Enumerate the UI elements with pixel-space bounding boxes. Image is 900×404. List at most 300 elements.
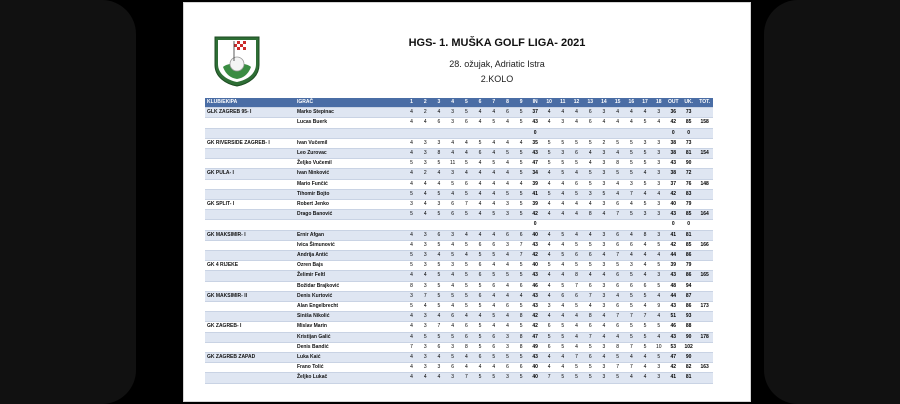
- hole-score-cell: 4: [652, 251, 666, 261]
- hole-score-cell: 6: [473, 149, 487, 159]
- hole-score-cell: 6: [611, 240, 625, 250]
- hole-score-cell: 4: [611, 118, 625, 128]
- hole-score-cell: [405, 220, 419, 230]
- out-total-cell: 41: [666, 230, 681, 240]
- team-total-cell: [696, 108, 713, 118]
- team-total-cell: [696, 261, 713, 271]
- club-cell: GK ZAGREB- I: [205, 322, 295, 332]
- player-cell: Andrija Antić: [295, 251, 405, 261]
- hole-score-cell: 4: [570, 312, 584, 322]
- hole-score-cell: 3: [556, 149, 570, 159]
- hole-score-cell: 3: [652, 179, 666, 189]
- hole-score-cell: 3: [597, 342, 611, 352]
- hole-score-cell: 4: [405, 149, 419, 159]
- player-cell: Denis Bandić: [295, 342, 405, 352]
- hole-score-cell: 4: [542, 179, 556, 189]
- hole-score-cell: 4: [542, 200, 556, 210]
- table-row: [205, 332, 713, 342]
- hole-score-cell: 6: [460, 179, 474, 189]
- hole-score-cell: 5: [432, 271, 446, 281]
- hole-score-cell: 5: [556, 159, 570, 169]
- hole-score-cell: 6: [570, 149, 584, 159]
- player-cell: Frano Tolić: [295, 363, 405, 373]
- hole-score-cell: 5: [514, 271, 528, 281]
- hole-score-cell: 4: [542, 291, 556, 301]
- results-sheet: [183, 2, 751, 402]
- hole-score-cell: 4: [542, 230, 556, 240]
- hole-score-cell: 5: [473, 332, 487, 342]
- hole-score-cell: 3: [446, 169, 460, 179]
- hole-score-cell: 6: [487, 332, 501, 342]
- hole-score-cell: 6: [473, 261, 487, 271]
- hole-score-cell: 4: [556, 271, 570, 281]
- hole-score-cell: 5: [638, 149, 652, 159]
- hole-score-cell: 6: [501, 302, 515, 312]
- hole-score-cell: 4: [652, 291, 666, 301]
- hole-score-cell: 5: [405, 210, 419, 220]
- player-cell: Mario Funčić: [295, 179, 405, 189]
- hole-score-cell: 3: [597, 149, 611, 159]
- player-cell: Božidar Brajković: [295, 281, 405, 291]
- round-total-cell: 81: [681, 230, 696, 240]
- hole-score-cell: 4: [570, 230, 584, 240]
- hole-score-cell: [542, 220, 556, 230]
- hole-score-cell: 6: [638, 281, 652, 291]
- table-row: [205, 169, 713, 179]
- round-total-cell: 85: [681, 210, 696, 220]
- hole-score-cell: 4: [473, 230, 487, 240]
- hole-score-cell: 3: [418, 149, 432, 159]
- hole-score-cell: 7: [583, 291, 597, 301]
- hole-score-cell: 3: [418, 353, 432, 363]
- hole-score-cell: 4: [597, 271, 611, 281]
- hole-score-cell: 6: [460, 332, 474, 342]
- hole-score-cell: 5: [460, 108, 474, 118]
- hole-score-cell: 5: [570, 159, 584, 169]
- hole-score-cell: 4: [583, 271, 597, 281]
- hole-score-cell: 4: [583, 200, 597, 210]
- hole-score-cell: 3: [652, 159, 666, 169]
- hole-score-cell: 4: [542, 281, 556, 291]
- hole-score-cell: [611, 128, 625, 138]
- hole-score-cell: 4: [418, 118, 432, 128]
- hole-score-cell: 6: [446, 312, 460, 322]
- club-cell: [205, 312, 295, 322]
- hole-score-cell: 3: [597, 179, 611, 189]
- hole-score-cell: [556, 220, 570, 230]
- hole-score-cell: 4: [597, 210, 611, 220]
- team-total-cell: [696, 251, 713, 261]
- hole-score-cell: [652, 220, 666, 230]
- hole-score-cell: [514, 220, 528, 230]
- hole-score-cell: 4: [432, 179, 446, 189]
- hole-score-cell: 4: [487, 108, 501, 118]
- hole-score-cell: 4: [542, 118, 556, 128]
- hole-score-cell: 5: [624, 302, 638, 312]
- table-row: [205, 373, 713, 383]
- table-row: [205, 322, 713, 332]
- team-total-cell: [696, 312, 713, 322]
- out-total-cell: 41: [666, 373, 681, 383]
- column-header: 14: [597, 98, 611, 108]
- hole-score-cell: 5: [638, 159, 652, 169]
- hole-score-cell: 4: [405, 271, 419, 281]
- hole-score-cell: [611, 220, 625, 230]
- hole-score-cell: 7: [624, 342, 638, 352]
- player-cell: Željko Vučemil: [295, 159, 405, 169]
- hole-score-cell: 5: [473, 281, 487, 291]
- out-total-cell: 43: [666, 302, 681, 312]
- hole-score-cell: 4: [597, 118, 611, 128]
- out-total-cell: 44: [666, 291, 681, 301]
- player-cell: Luka Kaić: [295, 353, 405, 363]
- out-total-cell: 0: [666, 220, 681, 230]
- club-cell: [205, 332, 295, 342]
- club-cell: [205, 342, 295, 352]
- out-total-cell: 53: [666, 342, 681, 352]
- hole-score-cell: 4: [460, 169, 474, 179]
- hole-score-cell: 4: [556, 240, 570, 250]
- hole-score-cell: 4: [473, 200, 487, 210]
- hole-score-cell: 4: [583, 302, 597, 312]
- out-total-cell: 0: [666, 128, 681, 138]
- hole-score-cell: 5: [638, 179, 652, 189]
- hole-score-cell: 7: [624, 312, 638, 322]
- hole-score-cell: 4: [597, 322, 611, 332]
- hole-score-cell: 3: [652, 138, 666, 148]
- table-row: [205, 353, 713, 363]
- hole-score-cell: 4: [405, 108, 419, 118]
- round-label: 2.KOLO: [480, 74, 514, 84]
- hole-score-cell: 6: [583, 118, 597, 128]
- player-cell: Robert Jenko: [295, 200, 405, 210]
- player-cell: Ivica Šimunović: [295, 240, 405, 250]
- column-header: OUT: [666, 98, 681, 108]
- hole-score-cell: [597, 220, 611, 230]
- club-cell: [205, 220, 295, 230]
- hole-score-cell: 5: [460, 281, 474, 291]
- hole-score-cell: 5: [501, 353, 515, 363]
- hole-score-cell: [556, 128, 570, 138]
- club-cell: [205, 251, 295, 261]
- round-total-cell: 85: [681, 118, 696, 128]
- player-cell: Ivan Ninković: [295, 169, 405, 179]
- player-cell: [295, 220, 405, 230]
- hole-score-cell: 5: [570, 302, 584, 312]
- hole-score-cell: [418, 220, 432, 230]
- player-cell: [295, 128, 405, 138]
- in-total-cell: 40: [528, 230, 542, 240]
- table-body: [205, 108, 713, 383]
- hole-score-cell: 8: [638, 230, 652, 240]
- hole-score-cell: 4: [405, 373, 419, 383]
- hole-score-cell: 5: [473, 138, 487, 148]
- hole-score-cell: 4: [473, 118, 487, 128]
- column-header: KLUB/EKIPA: [205, 98, 295, 108]
- hole-score-cell: [542, 128, 556, 138]
- hole-score-cell: 4: [487, 291, 501, 301]
- score-table: [205, 98, 713, 384]
- hole-score-cell: [460, 128, 474, 138]
- hole-score-cell: 4: [418, 373, 432, 383]
- hole-score-cell: 5: [514, 189, 528, 199]
- player-cell: Ernir Afgan: [295, 230, 405, 240]
- hole-score-cell: 3: [652, 363, 666, 373]
- in-total-cell: 40: [528, 363, 542, 373]
- hole-score-cell: 5: [570, 373, 584, 383]
- column-header: 11: [556, 98, 570, 108]
- hole-score-cell: 4: [611, 179, 625, 189]
- hole-score-cell: 3: [638, 210, 652, 220]
- hole-score-cell: 4: [583, 159, 597, 169]
- hole-score-cell: [583, 128, 597, 138]
- hole-score-cell: 6: [611, 271, 625, 281]
- column-header: 17: [638, 98, 652, 108]
- hole-score-cell: 7: [418, 291, 432, 301]
- column-header: 3: [432, 98, 446, 108]
- hole-score-cell: 4: [487, 302, 501, 312]
- hole-score-cell: 4: [501, 251, 515, 261]
- column-header: IN: [528, 98, 542, 108]
- hole-score-cell: 4: [487, 149, 501, 159]
- hole-score-cell: [597, 128, 611, 138]
- table-row: [205, 302, 713, 312]
- out-total-cell: 46: [666, 322, 681, 332]
- club-cell: [205, 128, 295, 138]
- team-total-cell: [696, 189, 713, 199]
- player-cell: Siniša Nikolić: [295, 312, 405, 322]
- out-total-cell: 43: [666, 271, 681, 281]
- hole-score-cell: 4: [405, 118, 419, 128]
- hole-score-cell: 5: [542, 138, 556, 148]
- hole-score-cell: 5: [556, 138, 570, 148]
- column-header: IGRAČ: [295, 98, 405, 108]
- hole-score-cell: 4: [405, 363, 419, 373]
- hole-score-cell: 3: [597, 159, 611, 169]
- hole-score-cell: 4: [501, 322, 515, 332]
- hole-score-cell: 4: [460, 363, 474, 373]
- in-total-cell: 47: [528, 159, 542, 169]
- club-cell: [205, 271, 295, 281]
- hole-score-cell: 7: [638, 312, 652, 322]
- hole-score-cell: 5: [473, 373, 487, 383]
- hole-score-cell: 3: [501, 342, 515, 352]
- round-total-cell: 88: [681, 322, 696, 332]
- hole-score-cell: [624, 220, 638, 230]
- hole-score-cell: 5: [446, 332, 460, 342]
- hole-score-cell: 4: [446, 271, 460, 281]
- in-total-cell: 42: [528, 251, 542, 261]
- player-cell: Željko Lukač: [295, 373, 405, 383]
- in-total-cell: 46: [528, 281, 542, 291]
- in-total-cell: 42: [528, 322, 542, 332]
- hole-score-cell: 5: [597, 189, 611, 199]
- hole-score-cell: 6: [624, 281, 638, 291]
- hole-score-cell: 5: [487, 210, 501, 220]
- club-cell: GK RIVERSIDE ZAGREB- I: [205, 138, 295, 148]
- hole-score-cell: 6: [446, 200, 460, 210]
- league-title: HGS- 1. MUŠKA GOLF LIGA- 2021: [408, 37, 586, 49]
- hole-score-cell: 4: [501, 118, 515, 128]
- hole-score-cell: 4: [460, 230, 474, 240]
- hole-score-cell: 5: [514, 200, 528, 210]
- hole-score-cell: 3: [446, 342, 460, 352]
- hole-score-cell: 5: [624, 271, 638, 281]
- hole-score-cell: 4: [405, 240, 419, 250]
- hole-score-cell: 5: [611, 138, 625, 148]
- hole-score-cell: 6: [583, 353, 597, 363]
- hole-score-cell: 4: [514, 179, 528, 189]
- hole-score-cell: 5: [542, 261, 556, 271]
- column-header: 13: [583, 98, 597, 108]
- hole-score-cell: 4: [432, 169, 446, 179]
- column-header: 12: [570, 98, 584, 108]
- hole-score-cell: 4: [446, 138, 460, 148]
- hole-score-cell: 4: [418, 200, 432, 210]
- hole-score-cell: 3: [432, 200, 446, 210]
- hole-score-cell: 7: [611, 363, 625, 373]
- hole-score-cell: 3: [597, 363, 611, 373]
- round-total-cell: 81: [681, 373, 696, 383]
- table-row: [205, 230, 713, 240]
- club-cell: [205, 159, 295, 169]
- hole-score-cell: 6: [570, 291, 584, 301]
- hole-score-cell: 4: [418, 179, 432, 189]
- hole-score-cell: 4: [501, 312, 515, 322]
- hole-score-cell: 5: [514, 118, 528, 128]
- hole-score-cell: 3: [652, 108, 666, 118]
- hole-score-cell: 4: [460, 312, 474, 322]
- hole-score-cell: 4: [597, 332, 611, 342]
- hole-score-cell: 4: [405, 332, 419, 342]
- hole-score-cell: 4: [487, 189, 501, 199]
- hole-score-cell: 8: [570, 271, 584, 281]
- hole-score-cell: 4: [405, 312, 419, 322]
- hole-score-cell: 3: [652, 169, 666, 179]
- hole-score-cell: 6: [570, 251, 584, 261]
- round-total-cell: 81: [681, 149, 696, 159]
- hole-score-cell: 5: [487, 353, 501, 363]
- hole-score-cell: 9: [652, 302, 666, 312]
- hole-score-cell: 4: [638, 108, 652, 118]
- hole-score-cell: 6: [473, 353, 487, 363]
- hole-score-cell: [432, 220, 446, 230]
- table-row: [205, 128, 713, 138]
- hole-score-cell: 3: [501, 200, 515, 210]
- hole-score-cell: 4: [624, 373, 638, 383]
- hole-score-cell: 4: [542, 210, 556, 220]
- hole-score-cell: 5: [473, 342, 487, 352]
- table-row: [205, 281, 713, 291]
- hole-score-cell: 4: [556, 312, 570, 322]
- column-header: TOT.: [696, 98, 713, 108]
- hole-score-cell: 4: [514, 291, 528, 301]
- hole-score-cell: 3: [446, 118, 460, 128]
- hole-score-cell: 5: [583, 179, 597, 189]
- hole-score-cell: [405, 128, 419, 138]
- hole-score-cell: 8: [583, 210, 597, 220]
- hole-score-cell: 5: [583, 169, 597, 179]
- team-total-cell: 158: [696, 118, 713, 128]
- hole-score-cell: 5: [405, 189, 419, 199]
- hole-score-cell: 4: [460, 353, 474, 363]
- hole-score-cell: 4: [556, 302, 570, 312]
- hole-score-cell: 7: [611, 312, 625, 322]
- hole-score-cell: [473, 128, 487, 138]
- hole-score-cell: 3: [446, 230, 460, 240]
- hole-score-cell: 4: [432, 353, 446, 363]
- club-cell: [205, 240, 295, 250]
- hole-score-cell: 6: [487, 281, 501, 291]
- club-cell: [205, 189, 295, 199]
- hole-score-cell: 4: [542, 271, 556, 281]
- column-header: 4: [446, 98, 460, 108]
- hole-score-cell: 4: [542, 251, 556, 261]
- team-total-cell: [696, 281, 713, 291]
- hole-score-cell: 3: [597, 240, 611, 250]
- hole-score-cell: 6: [460, 118, 474, 128]
- out-total-cell: 36: [666, 108, 681, 118]
- hole-score-cell: 5: [460, 261, 474, 271]
- hole-score-cell: 7: [624, 189, 638, 199]
- hole-score-cell: 3: [597, 291, 611, 301]
- team-total-cell: [696, 159, 713, 169]
- round-total-cell: 90: [681, 353, 696, 363]
- hole-score-cell: 5: [405, 159, 419, 169]
- out-total-cell: 42: [666, 118, 681, 128]
- hole-score-cell: 3: [597, 169, 611, 179]
- hole-score-cell: 3: [405, 291, 419, 301]
- hole-score-cell: 5: [624, 291, 638, 301]
- hole-score-cell: 3: [418, 281, 432, 291]
- hole-score-cell: 6: [432, 118, 446, 128]
- hole-score-cell: 5: [487, 312, 501, 322]
- table-row: [205, 159, 713, 169]
- hole-score-cell: 4: [556, 189, 570, 199]
- hole-score-cell: 3: [418, 322, 432, 332]
- hole-score-cell: [570, 128, 584, 138]
- hole-score-cell: 5: [556, 342, 570, 352]
- hole-score-cell: 6: [514, 363, 528, 373]
- hole-score-cell: 7: [611, 210, 625, 220]
- table-row: [205, 220, 713, 230]
- column-header: 6: [473, 98, 487, 108]
- hole-score-cell: 6: [460, 322, 474, 332]
- hole-score-cell: 4: [652, 312, 666, 322]
- hole-score-cell: [652, 128, 666, 138]
- hole-score-cell: 4: [611, 189, 625, 199]
- hole-score-cell: 7: [460, 373, 474, 383]
- hole-score-cell: 4: [638, 251, 652, 261]
- team-total-cell: 148: [696, 179, 713, 189]
- hole-score-cell: 5: [652, 261, 666, 271]
- column-header: 15: [611, 98, 625, 108]
- hole-score-cell: 4: [487, 230, 501, 240]
- club-cell: GLK ZAGREB 95- I: [205, 108, 295, 118]
- hole-score-cell: 6: [446, 210, 460, 220]
- hole-score-cell: 4: [570, 342, 584, 352]
- round-total-cell: 93: [681, 312, 696, 322]
- hole-score-cell: 5: [405, 302, 419, 312]
- hole-score-cell: 4: [624, 200, 638, 210]
- hole-score-cell: 5: [556, 281, 570, 291]
- hole-score-cell: 8: [611, 342, 625, 352]
- hole-score-cell: 5: [514, 261, 528, 271]
- hole-score-cell: 6: [583, 322, 597, 332]
- in-total-cell: 0: [528, 220, 542, 230]
- column-header: 2: [418, 98, 432, 108]
- hole-score-cell: 3: [597, 302, 611, 312]
